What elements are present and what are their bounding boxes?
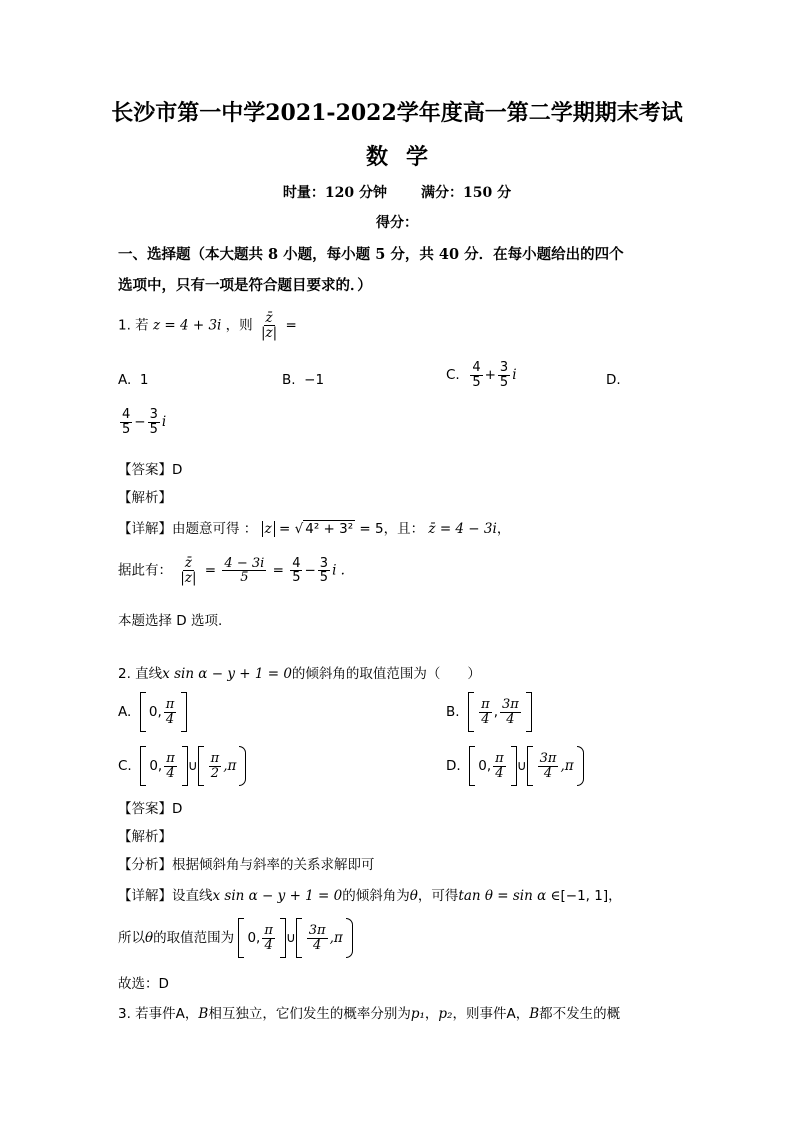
q1-then: ，则 [225, 317, 253, 334]
q2-fenxi: 【分析】根据倾斜角与斜率的关系求解即可 [118, 857, 375, 873]
q1-derivation: 据此有： $\frac{z̄}{|z|}$ = $\frac{4 - 3i}{5}$ = $\frac{4}{5}$ − $\frac{3}{5}$ i . [118, 555, 345, 587]
q1-answer: 【答案】D [118, 462, 183, 478]
q1-option-d: $\frac{4}{5}$ − $\frac{3}{5}$ i [122, 407, 167, 437]
q2-option-d: D. 0, $\frac{\pi}{4}$ ∪ $\frac{3\pi}{4}$ ,π [446, 746, 584, 786]
q2-option-b: B. $\frac{\pi}{4}$ , $\frac{3\pi}{4}$ [446, 692, 532, 732]
q2-stem: 2. 直线x sin α − y + 1 = 0的倾斜角的取值范围为（ ） [118, 666, 481, 682]
q1-option-c: C. $\frac{4}{5}$ + $\frac{3}{5}$ i [446, 360, 517, 390]
q1-detail: 【详解】由题意可得 ： z = √ 4² + 3² = 5，且： z̄ = 4 − 3i， [118, 521, 511, 537]
exam-full-score: 满分：150 分 [421, 185, 512, 201]
exam-title: 长沙市第一中学2021-2022学年度高一第二学期期末考试 [111, 100, 683, 126]
q1-stem: 1. 若 z = 4 + 3i ，则 $\frac{z̄}{|z|}$ = [118, 310, 297, 342]
exam-duration: 时量：120 分钟 [282, 185, 387, 201]
q2-range: 所以θ的取值范围为 0, $\frac{\pi}{4}$ ∪ $\frac{3\pi}{4}$ ,π [118, 918, 353, 958]
q1-analysis-tag: 【解析】 [118, 490, 172, 506]
q2-detail: 【详解】设直线x sin α − y + 1 = 0的倾斜角为θ，可得tan θ = sin α ∈[−1, 1]， [118, 888, 622, 904]
q1-fraction: $\frac{z̄}{|z|}$ [260, 310, 278, 342]
section-heading-line1: 一、选择题（本大题共 8 小题，每小题 5 分，共 40 分．在每小题给出的四个 [118, 246, 624, 263]
q1-prefix: 1. 若 [118, 317, 149, 334]
q3-stem: 3. 若事件A，B相互独立，它们发生的概率分别为p₁，p₂，则事件A，B都不发生的概 [118, 1006, 621, 1022]
q1-option-d-label: D. [606, 372, 621, 388]
q2-answer: 【答案】D [118, 801, 183, 817]
q1-option-a: A. 1 [118, 372, 149, 388]
section-heading-line2: 选项中，只有一项是符合题目要求的．） [118, 277, 372, 294]
exam-subject: 数学 [365, 144, 446, 170]
q1-option-b: B. −1 [282, 372, 325, 388]
q2-final: 故选：D [118, 976, 169, 992]
exam-time-info [0, 182, 794, 202]
q1-conclusion: 本题选择 D 选项. [118, 613, 223, 629]
score-field: 得分： [376, 215, 418, 231]
q2-option-a: A. 0, $\frac{\pi}{4}$ [118, 692, 187, 732]
q2-analysis-tag: 【解析】 [118, 829, 172, 845]
q1-condition: z = 4 + 3i [152, 317, 222, 334]
q2-option-c: C. 0, $\frac{\pi}{4}$ ∪ $\frac{\pi}{2}$ ,π [118, 746, 246, 786]
